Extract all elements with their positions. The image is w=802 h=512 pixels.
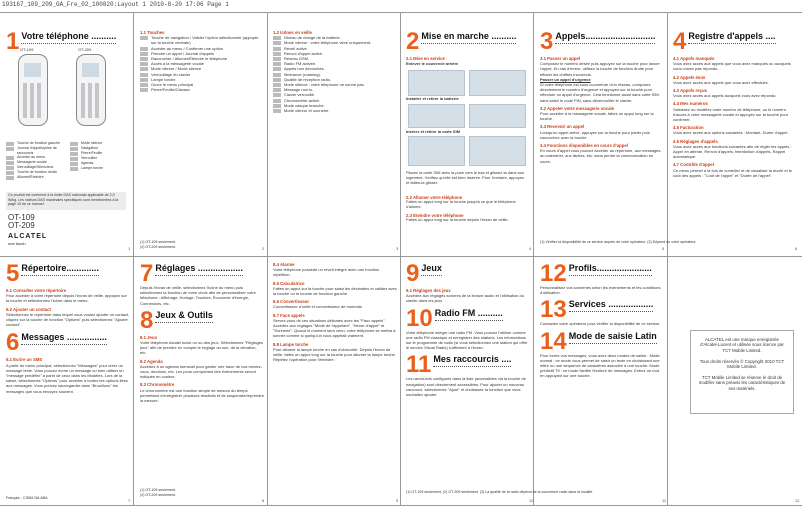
section-heading: 5.2 Ajouter un contact xyxy=(6,306,51,312)
paragraph: Vous avez accès aux fonctions suivantes afin de régler les appels : Appel en attente, Renvoi d'appels, Interdiction d'appels, Rappel automatique. xyxy=(673,143,792,160)
silent-icon xyxy=(273,83,281,87)
crop-line xyxy=(0,256,802,257)
page-3 xyxy=(273,30,397,238)
chapter-number: 6 xyxy=(6,329,20,357)
chapter-title: Jeux xyxy=(421,263,442,276)
chapter-header xyxy=(406,263,530,285)
section-heading: 5.1 Consulter votre répertoire xyxy=(6,288,67,293)
legend-item: Verrouillage/Silencieux xyxy=(6,165,68,170)
section-heading: 8.8 Lampe torche xyxy=(273,341,309,347)
paragraph: Pour écrire vos messages, vous avez deux modes de saisie : Mode normal : ce mode vous permet de saisir un texte en choisissant une lettre ou une séquence de caractères associée à une touche. Mode prédictif T9 : ce mode facilite l'écriture de messages. Entrez un mot en appuyant sur une touche. xyxy=(540,352,660,379)
paragraph: Servez-vous de ces situations délicates avec les "Faux appels". Accédez aux réglages "Mode de l'appelant", "Heure d'appel" et "Sonnerie". Quand le moment sera venu, votre téléphone se mettra à sonner comme si quelqu'un vous appelait vraiment. xyxy=(273,317,396,339)
page-number: 12 xyxy=(795,498,800,503)
paragraph: Lorsqu'un appel arrive, appuyez sur la touche pour parler puis raccrochez avec la touche . xyxy=(540,129,650,140)
section-heading: 3.2 Appeler votre messagerie vocale xyxy=(540,105,615,111)
section-heading: 2.1 Mise en service xyxy=(406,56,445,61)
paragraph: Votre téléphone possède un réveil intégré avec une fonction répétition. xyxy=(273,267,380,278)
paragraph: Convertisseur d'unité et convertisseur de monnaie. xyxy=(273,304,363,310)
paragraph: Depuis l'écran de veille, sélectionnez l'icône du menu puis sélectionnez la fonction de votre choix afin de personnaliser votre téléphone : Affichage, Horloge, Touches, Économie d'énergie, Connexions, etc. xyxy=(140,285,256,306)
page-5 xyxy=(540,30,664,244)
vibrate-icon xyxy=(273,41,281,45)
subheading: Insérer et retirer la carte SIM xyxy=(406,129,461,134)
legend-item: Verrouiller xyxy=(70,156,128,161)
paragraph: Pour accéder à votre répertoire depuis l'écran de veille, appuyez sur la touche et sélectionnez l'icône dans le menu. xyxy=(6,293,127,304)
footnote: (1) OT-109 seulement. (2) OT-209 seulement. (3) La qualité de la radio dépend de la couverture radio dans la localité. xyxy=(406,490,594,494)
legend-item: Touche de fonction droite xyxy=(6,170,68,175)
illustration xyxy=(408,136,465,166)
legend-item: Messagerie vocale xyxy=(6,160,68,165)
icon-item: Appels non décrochés. xyxy=(273,66,397,71)
page-number: 5 xyxy=(662,246,665,251)
chapter-title: Jeux & Outils xyxy=(155,310,213,323)
lock-key-icon xyxy=(140,73,148,77)
chapter-title: Mes raccourcis .... xyxy=(433,354,511,367)
logo-models: OT-109 OT-209 xyxy=(8,213,35,230)
end-key-icon xyxy=(140,57,148,61)
key-icon xyxy=(6,142,14,146)
chapter-header xyxy=(140,263,264,285)
key-item: Accès à la messagerie vocale xyxy=(140,61,264,66)
illustration xyxy=(469,136,526,166)
section-heading: 8.5 Calculatrice xyxy=(273,280,305,286)
network-icon xyxy=(273,57,281,61)
section-heading: 4.5 Facturation xyxy=(673,125,704,131)
voicemail-key-icon xyxy=(140,62,148,66)
section-heading: 1.2 Icônes en veille xyxy=(273,30,312,35)
legend-list xyxy=(70,141,128,171)
chapter-header xyxy=(6,329,130,357)
section-heading: 4.6 Réglages d'appels xyxy=(673,138,718,144)
illustration xyxy=(408,104,465,128)
crop-line xyxy=(0,505,802,506)
section-heading: 4.2 Appels émis xyxy=(673,74,706,80)
key-icon xyxy=(70,142,78,146)
crop-line xyxy=(400,12,401,505)
icon-item: Clavier verrouillé. xyxy=(273,92,397,97)
key-icon xyxy=(6,147,14,151)
key-icon xyxy=(6,166,14,170)
chapter-title: Réglages .................. xyxy=(155,263,243,276)
chapter-number: 4 xyxy=(673,30,687,55)
section-heading: 3.3 Recevoir un appel xyxy=(540,124,585,130)
key-icon xyxy=(70,162,78,166)
page-number: 11 xyxy=(662,498,667,503)
chapter-header xyxy=(540,31,664,53)
chapter-header xyxy=(673,31,797,53)
page-10 xyxy=(406,262,530,486)
key-icon xyxy=(70,152,78,156)
page-1 xyxy=(6,30,130,255)
section-heading: 3.1 Passer un appel xyxy=(540,56,581,61)
paragraph: Faites un appui long sur la touche jusqu'à ce que le téléphone s'allume. xyxy=(406,199,516,210)
icon-list xyxy=(273,35,397,113)
crop-line xyxy=(533,12,534,505)
page-6 xyxy=(673,30,797,242)
chapter-title: Radio FM .......... xyxy=(435,308,503,321)
paragraph: Si votre téléphone est sous couverture d'un réseau, composez directement le numéro d'urgence et appuyez sur la touche pour effectuer un appel d'urgence. Cela fonctionne aussi sans carte SIM, sans saisir le code PIN, sans déverrouiller le clavier. xyxy=(540,82,660,103)
key-item: Accéder au menu / Confirmer une option xyxy=(140,46,264,51)
chapter-title: Messages ................ xyxy=(21,332,107,345)
key-icon xyxy=(70,147,78,151)
chapter-header xyxy=(540,263,664,285)
section-heading: 1.1 Touches xyxy=(140,30,165,35)
paragraph: Vous avez accès aux options suivantes : Montant, Durée d'appel. xyxy=(673,130,789,136)
page-number: 3 xyxy=(396,246,399,251)
page-4 xyxy=(406,30,530,244)
vibrate-ring-icon xyxy=(273,109,281,113)
section-heading: 4.3 Appels reçus xyxy=(673,88,707,94)
page-number: 1 xyxy=(128,246,131,251)
page-2 xyxy=(140,30,264,242)
message-icon xyxy=(273,88,281,92)
icon-item: Réveil activé. xyxy=(273,46,397,51)
section-heading: 4.7 Contrôle d'appel xyxy=(673,162,714,168)
footnote: (2) OT-209 seulement. xyxy=(140,493,176,497)
section-heading: 8.6 Convertisseur xyxy=(273,299,310,305)
section-heading: 9.1 Réglages des jeux xyxy=(406,288,451,293)
legal-notice-box xyxy=(690,330,794,414)
navigation-key-icon xyxy=(140,36,148,40)
key-item: Touche de navigation / Valider l'option sélectionnée (appuyer sur la touche centrale) xyxy=(140,35,264,45)
footnote: (2) OT-209 seulement. xyxy=(140,245,176,249)
chapter-header xyxy=(406,351,530,379)
section-heading: 8.1 Jeux xyxy=(140,334,157,340)
chapter-number: 3 xyxy=(540,30,554,55)
main-menu-icon xyxy=(140,83,148,87)
chapter-header xyxy=(540,327,664,355)
phone-illustration xyxy=(76,54,106,126)
key-item: Pierre/Feuille/Ciseaux xyxy=(140,87,264,92)
subheading: Installer et retirer la batterie xyxy=(406,96,459,101)
section-heading: 2.3 Éteindre votre téléphone xyxy=(406,213,464,218)
legend-item: Accéder au menu xyxy=(6,155,68,160)
paragraph: Pour accéder à la messagerie vocale, faites un appui long sur la touche . xyxy=(540,111,654,122)
roaming-icon xyxy=(273,73,281,77)
chapter-title: Votre téléphone .......... xyxy=(21,31,116,44)
paragraph: Vous avez accès aux appels auxquels vous avez répondu. xyxy=(673,93,777,99)
legend-item: Lampe torche xyxy=(70,166,128,171)
alarm-icon xyxy=(273,47,281,51)
signal-icon xyxy=(273,78,281,82)
page-number: 7 xyxy=(128,498,131,503)
legend-item: Touche de fonction gauche xyxy=(6,141,68,146)
crop-line xyxy=(133,12,134,505)
paragraph: Le chronomètre est une fonction simple de mesure du temps permettant d'enregistrer plusieurs résultats et de suspendre/reprendre la mesure. xyxy=(140,387,264,404)
paragraph: Faites un appui sur la touche pour saisir les décimales et validez avec la touche ou la touche de fonction gauche. xyxy=(273,285,397,297)
page-7 xyxy=(6,262,130,472)
chapter-number: 5 xyxy=(6,262,20,287)
key-item: Mode vibreur / Mode silence xyxy=(140,66,264,71)
crop-line xyxy=(0,12,802,13)
section-heading: 8.3 Chronomètre xyxy=(140,382,175,388)
icon-item: Chronomètre activé. xyxy=(273,98,397,103)
chapter-header xyxy=(406,31,530,53)
torch-key-icon xyxy=(140,78,148,82)
chapter-title: Mise en marche .......... xyxy=(421,31,516,44)
crop-line xyxy=(267,12,268,505)
paragraph: Sélectionnez le répertoire dans lequel vous voulez ajouter un contact, cliquez sur la touche de fonction "Options" puis sélectionnez "Ajouter contact". xyxy=(6,311,130,328)
legend-item: Allumer/Éteindre xyxy=(6,175,68,180)
section-heading: 4.1 Appels manqués xyxy=(673,56,715,61)
keypad-lock-icon xyxy=(273,93,281,97)
key-icon xyxy=(70,157,78,161)
icon-item: Réseau GSM. xyxy=(273,56,397,61)
chapter-header xyxy=(406,304,530,332)
vibrate-key-icon xyxy=(140,67,148,71)
chapter-number: 12 xyxy=(540,262,567,287)
icon-item: Mode vibreur et sonnerie. xyxy=(273,108,397,113)
headset-icon xyxy=(273,104,281,108)
chapter-number: 1 xyxy=(6,30,20,55)
section-heading: 3.4 Fonctions disponibles en cours d'appel xyxy=(540,143,628,149)
paragraph: Vous avez accès aux appels que vous avez manqués ou auxquels vous n'avez pas répondu. xyxy=(673,61,791,72)
crop-line xyxy=(667,12,668,505)
legend-item: Agenda xyxy=(70,161,128,166)
paragraph: Votre téléphone Alcatel inclut un ou des jeux. Sélectionnez "Réglages jeux" afin de prendre en compte le réglage du son, de la vibration, etc. xyxy=(140,340,264,356)
section-heading: 6.1 Écrire un SMS xyxy=(6,357,43,363)
chapter-title: Profils...................... xyxy=(569,263,652,276)
phone-illustration xyxy=(18,54,48,126)
subheading: Passer un appel d'urgence xyxy=(540,76,591,82)
section-heading: 8.7 Face appels xyxy=(273,312,305,318)
menu-key-icon xyxy=(140,47,148,51)
icon-item: Radio FM activée. xyxy=(273,61,397,66)
icon-item: Mode casque branché. xyxy=(273,103,397,108)
icon-item: Itinérance (roaming). xyxy=(273,72,397,77)
key-icon xyxy=(6,156,14,160)
forward-icon xyxy=(273,52,281,56)
paragraph: En cours d'appel vous pouvez accéder au répertoire, aux messages, au calendrier, aux tâches, etc. sans perdre la communication en cours. xyxy=(540,148,662,164)
paragraph: Pour allumer la lampe torche en cas d'obscurité. Depuis l'écran de veille, faites un appui long sur la touche pour allumer la lampe torche. Répétez l'opération pour l'éteindre. xyxy=(273,346,396,363)
chapter-header xyxy=(140,306,264,334)
legend-item: Navigation xyxy=(70,146,128,151)
legend-item: Pierre/Feuille xyxy=(70,151,128,156)
section-heading: 4.4 Mes numéros xyxy=(673,101,708,107)
paragraph: Vous avez accès aux appels que vous avez effectués. xyxy=(673,79,769,85)
page-number: 10 xyxy=(529,498,534,503)
chapter-number: 10 xyxy=(406,304,433,332)
icon-item: Mode silence : votre téléphone ne sonne pas. xyxy=(273,82,397,87)
call-key-icon xyxy=(140,52,148,56)
paragraph: A partir du menu principal, sélectionnez "Messages" pour créer un message texte. Vous pouvez écrire un message ou bien utiliser un "message prédéfini" à partir de ceux dans les Modèles. Lors de la saisie, sélectionnez "Options" pour accéder à toutes les options liées aux messages. Vous pouvez sauvegarder dans "Brouillons" les messages que vous envoyez souvent. xyxy=(6,362,128,394)
icon-item: Renvoi d'appel activé. xyxy=(273,51,397,56)
section-heading: 8.2 Agenda xyxy=(140,358,163,364)
page-number: 9 xyxy=(396,498,399,503)
model-label: OT-209 xyxy=(78,47,92,52)
battery-icon xyxy=(273,36,281,40)
key-icon xyxy=(6,161,14,165)
print-header: 193167_109_209_GA_Fre_02_100820:Layout 1 2010-8-20 17:06 Page 1 xyxy=(2,1,229,8)
sar-warning: Ce produit est conforme à la limite DAS nationale applicable de 2,0 W/kg. Les valeurs DAS maximales spécifiques sont mentionnées à la page 15 de ce manuel. xyxy=(6,192,126,210)
model-label: OT-109 xyxy=(20,47,34,52)
footnote: (1) OT-109 seulement. xyxy=(140,240,176,244)
icon-item: Message non lu. xyxy=(273,87,397,92)
key-icon xyxy=(6,176,14,180)
chapter-title: Mode de saisie Latin xyxy=(569,331,657,344)
chapter-header xyxy=(6,263,130,285)
paragraph: Composez le numéro désiré puis appuyez sur la touche pour lancer l'appel. En cas d'erreur, utilisez la touche de fonction droite pour effacer les chiffres incorrects. xyxy=(540,61,660,77)
key-item: Raccrocher / Allumer/Éteindre le téléphone xyxy=(140,56,264,61)
key-item: Prendre un appel / Journal d'appels xyxy=(140,51,264,56)
page-11 xyxy=(540,262,664,494)
footnote: (1) OT-109 seulement. xyxy=(140,488,176,492)
illustration xyxy=(469,104,526,128)
paragraph: Accédez aux réglages sonores de la lecture audio et l'utilisation du clavier dans les jeux. xyxy=(406,293,524,304)
missed-call-icon xyxy=(273,67,281,71)
legal-notice: ALCATEL est une marque enregistrée d'Alcatel-Lucent et utilisée sous licence par TCT Mobile Limited. Tous droits réservés © Copyright 2010 TCT Mobile Limited. TCT Mobile Limited se réserve le droit de modifier sans préavis les caractéristiques de ses matériels. xyxy=(698,337,786,391)
paragraph: Ce menu permet à la fois de contrôler et de visualiser la durée et le coût des appels : "Coût de l'appel" et "Durée de l'appel". xyxy=(673,167,792,178)
page-number: 2 xyxy=(262,246,265,251)
key-item: Verrouillage du clavier xyxy=(140,72,264,77)
paragraph: Personnalisez vos sonneries selon les évènements et les conditions d'utilisation. xyxy=(540,285,661,296)
chapter-title: Appels............................ xyxy=(555,31,655,44)
paragraph: Accédez à un agenda mensuel pour garder une trace de vos rendez-vous, réunions, etc. Les jours comportant des événements seront indiqués en couleur. xyxy=(140,363,263,380)
chapter-title: Registre d'appels .... xyxy=(688,31,775,44)
game-key-icon xyxy=(140,88,148,92)
chapter-number: 7 xyxy=(140,262,154,287)
key-item: Lampe torche xyxy=(140,77,264,82)
key-list xyxy=(140,35,264,92)
paragraph: Placez la carte SIM avec la puce vers le bas et glissez-la dans son logement. Vérifiez qu'elle est bien insérée. Pour l'extraire, appuyez et faites-la glisser. xyxy=(406,170,525,186)
section-heading: 8.4 Alarme xyxy=(273,262,295,267)
icon-item: Qualité de réception radio. xyxy=(273,77,397,82)
paragraph: Faites un appui long sur la touche depuis l'écran de veille. xyxy=(406,217,509,222)
chapter-number: 11 xyxy=(406,351,432,379)
paragraph: Les raccourcis configurés dans la liste (accessibles via la touche de navigation) sont directement accessibles. Pour ajouter un nouveau raccourci, sélectionnez "Ajout" et choisissez la fonction que vous souhaitez ajouter. xyxy=(406,376,526,398)
footer-language: Français - CJB61YALABA xyxy=(6,496,48,500)
subheading: Enlever le couvercle arrière xyxy=(406,61,459,67)
paragraph: Contactez votre opérateur pour vérifier la disponibilité de ce service. xyxy=(540,321,661,327)
paragraph: Saisissez ou modifiez votre numéro de téléphone, ou le numéro d'accès à votre messagerie vocale et appuyez sur la touche pour confirmer. xyxy=(673,106,789,123)
icon-item: Mode vibreur : votre téléphone vibre uniquement. xyxy=(273,40,397,45)
page-9 xyxy=(273,262,397,492)
footnote: (1) Vérifiez la disponibilité de ce service auprès de votre opérateur. (2) Dépend de votre opérateur. xyxy=(540,240,697,244)
legend-item: Mode silence xyxy=(70,141,128,146)
chapter-number: 8 xyxy=(140,306,154,334)
illustration xyxy=(469,70,526,96)
key-icon xyxy=(70,167,78,171)
stopwatch-icon xyxy=(273,99,281,103)
page-number: 4 xyxy=(529,246,532,251)
key-icon xyxy=(6,171,14,175)
brand-logo: ALCATEL xyxy=(8,233,48,240)
chapter-number: 9 xyxy=(406,262,420,287)
page-number: 8 xyxy=(262,498,265,503)
legend-list xyxy=(6,141,68,180)
brand-sub: one touch xyxy=(8,241,26,246)
chapter-number: 14 xyxy=(540,327,567,355)
icon-item: Niveau de charge de la batterie. xyxy=(273,35,397,40)
radio-icon xyxy=(273,62,281,66)
section-heading: 2.2 Allumer votre téléphone xyxy=(406,195,463,200)
key-item: Ouvrir le menu principal xyxy=(140,82,264,87)
chapter-title: Services .................. xyxy=(569,299,654,312)
paragraph: Votre téléphone intègre une radio FM. Vous pouvez l'utiliser comme une radio FM classique et enregistrer des stations. Les informations sur le programme de radio (si vous sélectionnez une station qui offre le service Visual Radio) s'affichent à l'écran. xyxy=(406,329,528,351)
page-8 xyxy=(140,262,264,472)
chapter-number: 13 xyxy=(540,296,567,324)
legend-item: Journal d'appels/prise de raccourcis xyxy=(6,146,68,155)
chapter-number: 2 xyxy=(406,30,420,55)
chapter-title: Répertoire............. xyxy=(21,263,99,276)
page-number: 6 xyxy=(795,246,798,251)
illustration xyxy=(408,70,465,96)
